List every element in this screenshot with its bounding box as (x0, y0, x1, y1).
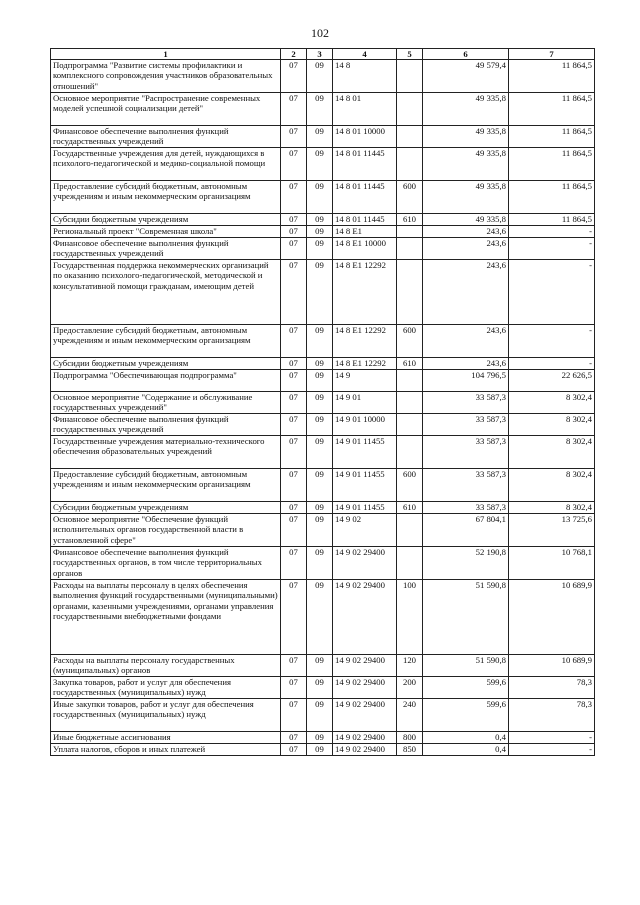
row-target-article: 14 8 E1 10000 (333, 238, 397, 260)
page-number: 102 (311, 26, 329, 40)
header-row (51, 49, 595, 60)
row-target-article: 14 9 01 10000 (333, 414, 397, 436)
row-amount-7: 10 689,9 (509, 580, 595, 655)
row-amount-6: 33 587,3 (423, 392, 509, 414)
table-row (51, 93, 595, 126)
row-name: Подпрограмма "Обеспечивающая подпрограмма" (51, 370, 281, 392)
row-name: Иные бюджетные ассигнования (51, 732, 281, 744)
row-amount-6: 49 579,4 (423, 60, 509, 93)
row-amount-6: 33 587,3 (423, 414, 509, 436)
row-target-article: 14 8 E1 12292 (333, 260, 397, 325)
table-row (51, 358, 595, 370)
row-target-article: 14 8 01 11445 (333, 148, 397, 181)
row-name: Предоставление субсидий бюджетным, автономным учреждениям и иным некоммерческим организациям (51, 325, 281, 358)
table-row (51, 436, 595, 469)
row-col-3: 09 (307, 370, 333, 392)
table-row (51, 60, 595, 93)
row-expense-type (397, 126, 423, 148)
row-amount-6: 49 335,8 (423, 148, 509, 181)
row-amount-6: 49 335,8 (423, 126, 509, 148)
row-name: Финансовое обеспечение выполнения функций государственных учреждений (51, 126, 281, 148)
row-amount-7: 8 302,4 (509, 392, 595, 414)
row-col-3: 09 (307, 732, 333, 744)
row-expense-type (397, 392, 423, 414)
row-col-3: 09 (307, 325, 333, 358)
row-expense-type (397, 148, 423, 181)
row-col-3: 09 (307, 238, 333, 260)
row-col-2: 07 (281, 547, 307, 580)
row-amount-6: 243,6 (423, 260, 509, 325)
row-amount-7: 11 864,5 (509, 93, 595, 126)
row-col-3: 09 (307, 677, 333, 699)
row-target-article: 14 9 01 11455 (333, 502, 397, 514)
table-row (51, 547, 595, 580)
row-col-2: 07 (281, 325, 307, 358)
row-col-2: 07 (281, 260, 307, 325)
row-col-3: 09 (307, 436, 333, 469)
row-amount-7: - (509, 325, 595, 358)
row-amount-6: 52 190,8 (423, 547, 509, 580)
row-amount-7: - (509, 744, 595, 756)
row-col-2: 07 (281, 392, 307, 414)
row-target-article: 14 8 01 (333, 93, 397, 126)
row-target-article: 14 9 02 29400 (333, 732, 397, 744)
row-name: Предоставление субсидий бюджетным, автономным учреждениям и иным некоммерческим организациям (51, 469, 281, 502)
row-target-article: 14 9 02 (333, 514, 397, 547)
row-target-article: 14 8 01 10000 (333, 126, 397, 148)
row-col-2: 07 (281, 238, 307, 260)
table-row (51, 502, 595, 514)
row-col-2: 07 (281, 514, 307, 547)
table-row (51, 732, 595, 744)
row-amount-6: 599,6 (423, 677, 509, 699)
table-row (51, 414, 595, 436)
row-expense-type (397, 238, 423, 260)
row-target-article: 14 9 01 11455 (333, 469, 397, 502)
row-amount-7: 11 864,5 (509, 181, 595, 214)
header-cell: 1 (51, 49, 281, 60)
row-amount-7: 13 725,6 (509, 514, 595, 547)
row-col-3: 09 (307, 699, 333, 732)
table-row (51, 744, 595, 756)
row-expense-type: 610 (397, 358, 423, 370)
row-amount-6: 49 335,8 (423, 181, 509, 214)
row-col-3: 09 (307, 580, 333, 655)
row-amount-7: 8 302,4 (509, 436, 595, 469)
row-expense-type (397, 414, 423, 436)
row-amount-7: 11 864,5 (509, 126, 595, 148)
row-col-2: 07 (281, 655, 307, 677)
header-cell: 3 (307, 49, 333, 60)
row-col-3: 09 (307, 60, 333, 93)
row-amount-7: 78,3 (509, 699, 595, 732)
row-name: Государственная поддержка некоммерческих организаций по оказанию психолого-педагогической, методической и консультативной помощи гражданам, имеющим детей (51, 260, 281, 325)
row-target-article: 14 9 02 29400 (333, 744, 397, 756)
row-name: Подпрограмма "Развитие системы профилактики и комплексного сопровождения участников образовательных отношений" (51, 60, 281, 93)
row-amount-6: 51 590,8 (423, 655, 509, 677)
row-expense-type: 200 (397, 677, 423, 699)
row-amount-7: 11 864,5 (509, 214, 595, 226)
row-amount-6: 599,6 (423, 699, 509, 732)
row-col-2: 07 (281, 436, 307, 469)
row-target-article: 14 9 02 29400 (333, 655, 397, 677)
table-row (51, 226, 595, 238)
row-name: Региональный проект "Современная школа" (51, 226, 281, 238)
row-amount-6: 51 590,8 (423, 580, 509, 655)
row-expense-type: 120 (397, 655, 423, 677)
row-name: Государственные учреждения материально-технического обеспечения образовательных учреждений (51, 436, 281, 469)
row-amount-7: - (509, 260, 595, 325)
row-name: Финансовое обеспечение выполнения функций государственных учреждений (51, 414, 281, 436)
row-col-2: 07 (281, 580, 307, 655)
row-name: Субсидии бюджетным учреждениям (51, 358, 281, 370)
row-col-3: 09 (307, 547, 333, 580)
row-col-3: 09 (307, 514, 333, 547)
row-amount-6: 33 587,3 (423, 502, 509, 514)
row-col-3: 09 (307, 469, 333, 502)
row-col-3: 09 (307, 260, 333, 325)
row-expense-type: 610 (397, 502, 423, 514)
table-row (51, 655, 595, 677)
row-name: Субсидии бюджетным учреждениям (51, 502, 281, 514)
row-amount-6: 0,4 (423, 744, 509, 756)
row-expense-type: 610 (397, 214, 423, 226)
row-amount-7: 8 302,4 (509, 502, 595, 514)
row-name: Уплата налогов, сборов и иных платежей (51, 744, 281, 756)
row-col-2: 07 (281, 370, 307, 392)
row-expense-type (397, 547, 423, 580)
row-name: Основное мероприятие "Содержание и обслуживание государственных учреждений" (51, 392, 281, 414)
row-target-article: 14 8 (333, 60, 397, 93)
row-name: Расходы на выплаты персоналу в целях обеспечения выполнения функций государственными (муниципальными) органами, казенными учреждениями, органами управления государственными внебюджетными фондами (51, 580, 281, 655)
row-target-article: 14 9 02 29400 (333, 580, 397, 655)
row-col-2: 07 (281, 744, 307, 756)
row-target-article: 14 8 E1 12292 (333, 358, 397, 370)
row-col-2: 07 (281, 214, 307, 226)
row-col-2: 07 (281, 181, 307, 214)
table-row (51, 214, 595, 226)
row-expense-type: 800 (397, 732, 423, 744)
table-row (51, 325, 595, 358)
header-cell: 7 (509, 49, 595, 60)
row-target-article: 14 8 E1 (333, 226, 397, 238)
row-col-3: 09 (307, 126, 333, 148)
row-target-article: 14 8 01 11445 (333, 214, 397, 226)
row-col-3: 09 (307, 655, 333, 677)
table-row (51, 126, 595, 148)
row-amount-7: - (509, 238, 595, 260)
budget-table (50, 48, 595, 756)
row-amount-7: 8 302,4 (509, 414, 595, 436)
row-col-2: 07 (281, 126, 307, 148)
row-name: Субсидии бюджетным учреждениям (51, 214, 281, 226)
row-col-3: 09 (307, 226, 333, 238)
row-expense-type (397, 226, 423, 238)
row-expense-type: 100 (397, 580, 423, 655)
row-col-2: 07 (281, 60, 307, 93)
row-col-2: 07 (281, 358, 307, 370)
row-amount-6: 243,6 (423, 238, 509, 260)
row-col-2: 07 (281, 148, 307, 181)
row-target-article: 14 8 E1 12292 (333, 325, 397, 358)
row-name: Закупка товаров, работ и услуг для обеспечения государственных (муниципальных) нужд (51, 677, 281, 699)
row-col-3: 09 (307, 502, 333, 514)
row-amount-6: 243,6 (423, 325, 509, 358)
row-target-article: 14 9 01 11455 (333, 436, 397, 469)
row-col-3: 09 (307, 181, 333, 214)
row-amount-7: 11 864,5 (509, 148, 595, 181)
row-expense-type: 850 (397, 744, 423, 756)
row-col-3: 09 (307, 744, 333, 756)
row-target-article: 14 9 02 29400 (333, 699, 397, 732)
row-col-2: 07 (281, 93, 307, 126)
row-name: Основное мероприятие "Распространение современных моделей успешной социализации детей" (51, 93, 281, 126)
row-col-3: 09 (307, 93, 333, 126)
row-col-2: 07 (281, 732, 307, 744)
table-row (51, 392, 595, 414)
row-amount-6: 243,6 (423, 226, 509, 238)
row-amount-6: 104 796,5 (423, 370, 509, 392)
row-name: Государственные учреждения для детей, нуждающихся в психолого-педагогической и медико-социальной помощи (51, 148, 281, 181)
row-amount-7: 22 626,5 (509, 370, 595, 392)
row-expense-type: 600 (397, 325, 423, 358)
row-target-article: 14 9 02 29400 (333, 677, 397, 699)
row-col-2: 07 (281, 677, 307, 699)
row-col-3: 09 (307, 414, 333, 436)
row-amount-7: 10 689,9 (509, 655, 595, 677)
row-col-3: 09 (307, 148, 333, 181)
header-cell: 5 (397, 49, 423, 60)
table-row (51, 677, 595, 699)
row-col-3: 09 (307, 358, 333, 370)
row-target-article: 14 9 01 (333, 392, 397, 414)
row-amount-6: 49 335,8 (423, 214, 509, 226)
row-amount-6: 49 335,8 (423, 93, 509, 126)
table-row (51, 469, 595, 502)
table-row (51, 181, 595, 214)
row-amount-6: 67 804,1 (423, 514, 509, 547)
row-amount-6: 33 587,3 (423, 469, 509, 502)
row-amount-7: 78,3 (509, 677, 595, 699)
row-name: Финансовое обеспечение выполнения функций государственных учреждений (51, 238, 281, 260)
row-col-2: 07 (281, 699, 307, 732)
table-row (51, 260, 595, 325)
row-amount-7: - (509, 732, 595, 744)
row-col-2: 07 (281, 502, 307, 514)
table-row (51, 238, 595, 260)
row-expense-type (397, 60, 423, 93)
header-cell: 6 (423, 49, 509, 60)
row-name: Иные закупки товаров, работ и услуг для обеспечения государственных (муниципальных) нужд (51, 699, 281, 732)
row-amount-7: 11 864,5 (509, 60, 595, 93)
row-col-2: 07 (281, 414, 307, 436)
row-name: Расходы на выплаты персоналу государственных (муниципальных) органов (51, 655, 281, 677)
table-row (51, 514, 595, 547)
row-name: Предоставление субсидий бюджетным, автономным учреждениям и иным некоммерческим организациям (51, 181, 281, 214)
row-amount-7: - (509, 358, 595, 370)
row-amount-6: 243,6 (423, 358, 509, 370)
row-name: Основное мероприятие "Обеспечение функций исполнительных органов государственной власти в установленной сфере" (51, 514, 281, 547)
table-row (51, 699, 595, 732)
row-col-3: 09 (307, 214, 333, 226)
row-col-3: 09 (307, 392, 333, 414)
header-cell: 2 (281, 49, 307, 60)
row-amount-7: 8 302,4 (509, 469, 595, 502)
row-expense-type: 240 (397, 699, 423, 732)
row-expense-type: 600 (397, 469, 423, 502)
row-target-article: 14 8 01 11445 (333, 181, 397, 214)
row-col-2: 07 (281, 226, 307, 238)
row-amount-6: 0,4 (423, 732, 509, 744)
row-target-article: 14 9 02 29400 (333, 547, 397, 580)
row-col-2: 07 (281, 469, 307, 502)
row-expense-type (397, 93, 423, 126)
header-cell: 4 (333, 49, 397, 60)
table-row (51, 148, 595, 181)
row-target-article: 14 9 (333, 370, 397, 392)
row-expense-type: 600 (397, 181, 423, 214)
row-expense-type (397, 260, 423, 325)
row-amount-6: 33 587,3 (423, 436, 509, 469)
row-amount-7: - (509, 226, 595, 238)
row-name: Финансовое обеспечение выполнения функций государственных органов, в том числе территориальных органов (51, 547, 281, 580)
row-expense-type (397, 514, 423, 547)
row-amount-7: 10 768,1 (509, 547, 595, 580)
row-expense-type (397, 370, 423, 392)
row-expense-type (397, 436, 423, 469)
table-row (51, 370, 595, 392)
table-row (51, 580, 595, 655)
